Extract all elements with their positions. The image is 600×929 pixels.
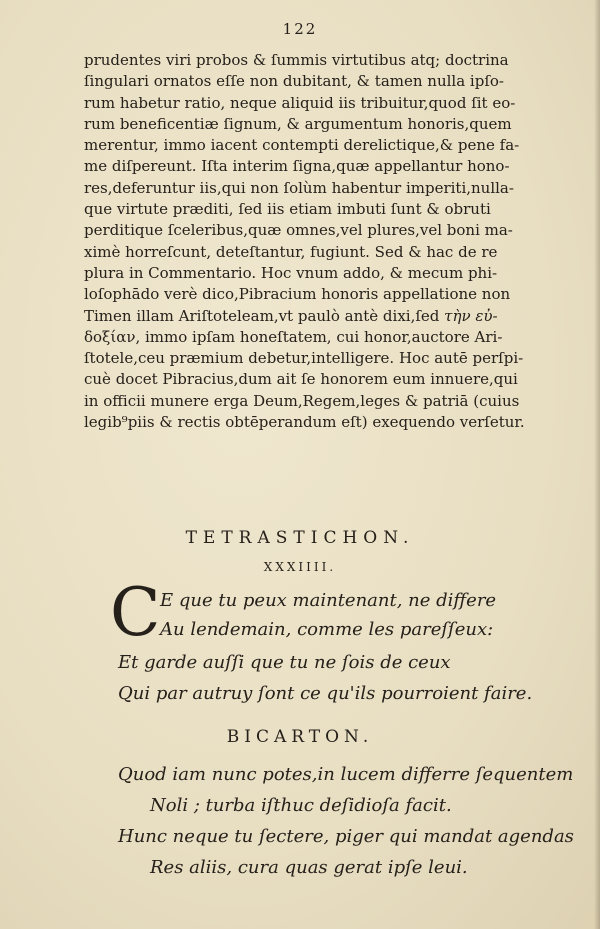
latin-verse-line-2: Noli ; turba iſthuc deſidioſa facit. [150,795,452,816]
prose-line: rum beneficentiæ ſignum, & argumentum honoris,quem [84,114,512,133]
page-number: 122 [282,20,318,38]
latin-verse-line-3: Hunc neque tu ſectere, piger qui mandat agendas [118,826,574,847]
commentary-prose [84,50,574,433]
greek-phrase: τὴν εὐ- [444,306,498,325]
latin-verse-line-1: Quod iam nunc potes,in lucem differre ſequentem [118,764,574,785]
prose-line: res,deferuntur iis,qui non ſolùm habentur imperiti,nulla- [84,178,514,197]
french-verse-line-2: Au lendemain, comme les pareſſeux: [160,619,494,640]
prose-line: ſtotele,ceu præmium debetur,intelligere. Hoc autē perſpi- [84,349,524,368]
prose-line: legib⁹piis & rectis obtēperandum eſt) exequendo verſetur. [84,413,525,432]
latin-translation-heading: BICARTON. [226,727,374,747]
prose-line: ſingulari ornatos eſſe non dubitant, & tamen nulla ipſo- [84,72,504,91]
prose-line: rum habetur ratio, neque aliquid iis tribuitur,quod ſit eo- [84,93,516,112]
prose-line: plura in Commentario. Hoc vnum addo, & mecum phi- [84,263,498,282]
prose-line: ximè horreſcunt, deteſtantur, fugiunt. Sed & hac de re [84,242,498,261]
page-gutter-shadow [594,0,600,929]
prose-line: loſophādo verè dico,Pibracium honoris appellatione non [84,285,511,304]
tetrastichon-heading: TETRASTICHON. [185,528,415,548]
prose-line: cuè docet Pibracius,dum ait ſe honorem eum innuere,qui [84,370,518,389]
prose-line-text: Timen illam Ariſtoteleam,vt paulò antè dixi,ſed [84,306,440,325]
french-verse-line-3: Et garde auſſi que tu ne ſois de ceux [118,652,451,673]
drop-cap-letter: C [110,574,161,651]
prose-line: me diſpereunt. Iſta interim ſigna,quæ appellantur hono- [84,157,510,176]
prose-line: δοξίαν, immo ipſam honeſtatem, cui honor,auctore Ari- [84,327,503,346]
french-verse-line-4: Qui par autruy ſont ce qu'ils pourroient faire. [118,683,533,704]
tetrastichon-number: XXXIIII. [263,560,337,574]
french-verse-line-1: E que tu peux maintenant, ne differe [160,590,497,611]
prose-line: que virtute præditi, ſed iis etiam imbuti ſunt & obruti [84,200,491,219]
prose-line: merentur, immo iacent contempti derelictique,& pene fa- [84,136,520,155]
prose-line: prudentes viri probos & ſummis virtutibus atq; doctrina [84,51,509,69]
latin-verse-line-4: Res aliis, cura quas gerat ipſe leui. [150,857,468,878]
prose-line: in officii munere erga Deum,Regem,leges & patriā (cuius [84,391,520,410]
prose-line: perditique ſceleribus,quæ omnes,vel plures,vel boni ma- [84,221,513,240]
prose-line [84,306,574,327]
